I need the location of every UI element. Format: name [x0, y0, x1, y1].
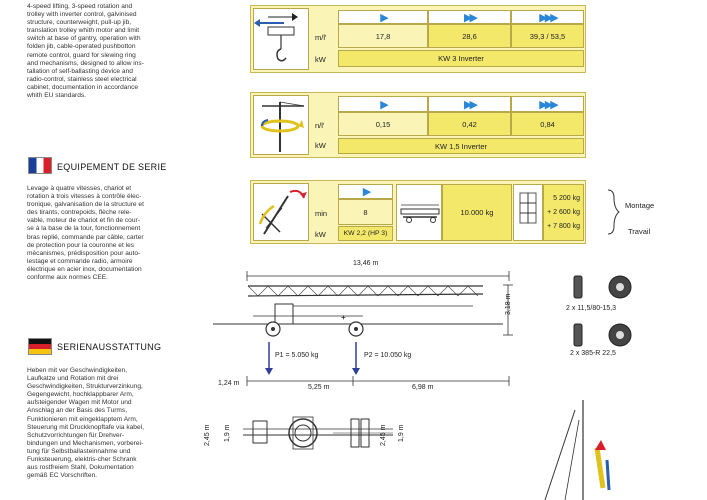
- rotation-speed-2: 0,42: [428, 112, 511, 136]
- speed-3-arrow-icon: ▶▶▶: [539, 98, 556, 111]
- plan-width-4-label: 1,9 m: [398, 424, 405, 442]
- trolley-speed-2: 28,6: [428, 24, 511, 48]
- folded-crane-icon: [397, 185, 443, 242]
- erection-time: 8: [338, 199, 393, 225]
- ballast-value-2: + 2 600 kg: [547, 208, 580, 216]
- axle-dimension-line: [247, 376, 509, 386]
- rotation-power: KW 1,5 Inverter: [338, 138, 584, 154]
- french-heading: EQUIPEMENT DE SERIE: [57, 162, 167, 172]
- load-p1-label: P1 = 5.050 kg: [275, 352, 319, 359]
- montage-label: Montage: [625, 201, 655, 210]
- crane-folded-diagram: [396, 184, 442, 241]
- plan-width-1-label: 2,45 m: [204, 424, 211, 446]
- erection-diagram: [253, 183, 309, 241]
- ballast-brace-icon: [608, 188, 622, 238]
- speed-2-arrow-icon: ▶▶: [464, 98, 475, 111]
- erection-time-unit: min: [315, 209, 328, 218]
- trolley-speed1-icon-cell: [338, 10, 428, 24]
- trolley-speed-3: 39,3 / 53,5: [511, 24, 584, 48]
- crane-weight: 10.000 kg: [442, 184, 512, 241]
- trolley-diagram: [253, 8, 309, 70]
- plan-width-3-label: 2,45 m: [380, 424, 387, 446]
- speed-1-arrow-icon: ▶: [380, 11, 386, 24]
- ballast-value-3: + 7 800 kg: [547, 222, 580, 230]
- ballast-diagram: [513, 184, 543, 241]
- rotation-speed2-icon-cell: [428, 96, 511, 112]
- crane-plan-view: [233, 407, 403, 467]
- english-standard-equipment: 4-speed lifting, 3-speed rotation and trolley with inverter control, galvinised structure, counterweight, pull-up jib, translation trolley whith motor and limit switch at base of gantry, operation with folden jib, cable-operated pushbotton remote control, guard for slewing ring and mechanisms, designed to allow ins- tallation of self-ballasting device and radio-control, stainless steel electrical cabinet, documentation in accordance whith EU standards.: [27, 3, 144, 100]
- load-p2-label: P2 = 10.050 kg: [364, 352, 412, 359]
- french-standard-equipment: Levage à quatre vitesses, chariot et rotation à trois vitesses à contrôle élec- tronique, galvanisation de la structure et des tirants, contrepoids, flèche rele- vable, moteur de chariot et fin de cour- se à la base de la tour, fonctionnement bras replié, commande par câble, carter de protection pour la couronne et les mécanismes, prédisposition pour auto- lestage et commande radio, armoire électrique en acier inox, documentation conforme aux normes CEE.: [27, 185, 144, 282]
- french-flag-icon: [28, 157, 52, 174]
- erection-power-unit: kW: [315, 230, 326, 239]
- ballast-values: [543, 184, 584, 241]
- german-flag-icon: [28, 338, 52, 355]
- trolley-power-unit: kW: [315, 55, 326, 64]
- rotation-speed3-icon-cell: [511, 96, 584, 112]
- speed-2-arrow-icon: ▶▶: [464, 11, 475, 24]
- tyre-2-icon: [568, 320, 638, 352]
- slewing-rotation-icon: [254, 96, 310, 156]
- rotation-speed-3: 0,84: [511, 112, 584, 136]
- crane-side-elevation: [213, 276, 513, 346]
- load-p1-arrow-icon: [264, 342, 274, 376]
- rotation-speed-unit: n/l': [315, 121, 325, 130]
- trolley-speed-unit: m/l': [315, 33, 327, 42]
- german-standard-equipment: Heben mit ver Geschwindigkeiten, Laufkatze und Rotation mit drei Geschwindigkeiten, Strukturverzinkung, Gegengewicht, hochklappbarer Arm, aufsteigender Wagen mit Motor und Anschlag an der Basis des Turms, Funktionieren mit eingeklapptem Arm, Steuerung mit Druckknopftafe via kabel, Schutzvorrichtungen für Drehver- bindungen und Mechanismen, vorberei- tung für Selbstballasteinnahme und Funksteuerung, elektris-cher Schrank aus rostfreiem Stahl, Dokumentation gemäß EC Vorschriften.: [27, 367, 144, 480]
- german-heading: SERIENAUSSTATTUNG: [57, 342, 162, 352]
- tyre-1-icon: [568, 272, 638, 304]
- rotation-speed1-icon-cell: [338, 96, 428, 112]
- trolley-speed2-icon-cell: [428, 10, 511, 24]
- erection-power: KW 2,2 (HP 3): [338, 226, 393, 241]
- trolley-speed-1: 17,8: [338, 24, 428, 48]
- front-overhang-label: 1,24 m: [218, 380, 240, 387]
- rotation-power-unit: kW: [315, 141, 326, 150]
- jib-erection-icon: [254, 184, 310, 242]
- tyre-1-spec: 2 x 11,5/80-15,3: [566, 305, 617, 312]
- ballast-blocks-icon: [514, 185, 544, 242]
- travail-label: Travail: [628, 227, 651, 236]
- speed-3-arrow-icon: ▶▶▶: [539, 11, 556, 24]
- axle-span-1-label: 5,25 m: [308, 384, 330, 391]
- rotation-diagram: [253, 95, 309, 155]
- speed-1-arrow-icon: ▶: [362, 186, 369, 198]
- speed-1-arrow-icon: ▶: [380, 98, 386, 111]
- overall-height-label: 3,18 m: [505, 293, 512, 315]
- tyre-2-spec: 2 x 385-R 22,5: [570, 350, 616, 357]
- trolley-speed3-icon-cell: [511, 10, 584, 24]
- mast-detail-drawing: [535, 400, 615, 500]
- load-p2-arrow-icon: [351, 342, 361, 376]
- plan-width-2-label: 1,9 m: [224, 424, 231, 442]
- rotation-speed-1: 0,15: [338, 112, 428, 136]
- axle-span-2-label: 6,98 m: [412, 384, 434, 391]
- trolley-power: KW 3 Inverter: [338, 50, 584, 67]
- erection-speed-icon-cell: [338, 184, 393, 199]
- overall-length-label: 13,46 m: [353, 260, 379, 267]
- svg-text:+: +: [341, 313, 346, 322]
- trolley-hook-icon: [254, 9, 310, 71]
- ballast-value-1: 5 200 kg: [553, 194, 580, 202]
